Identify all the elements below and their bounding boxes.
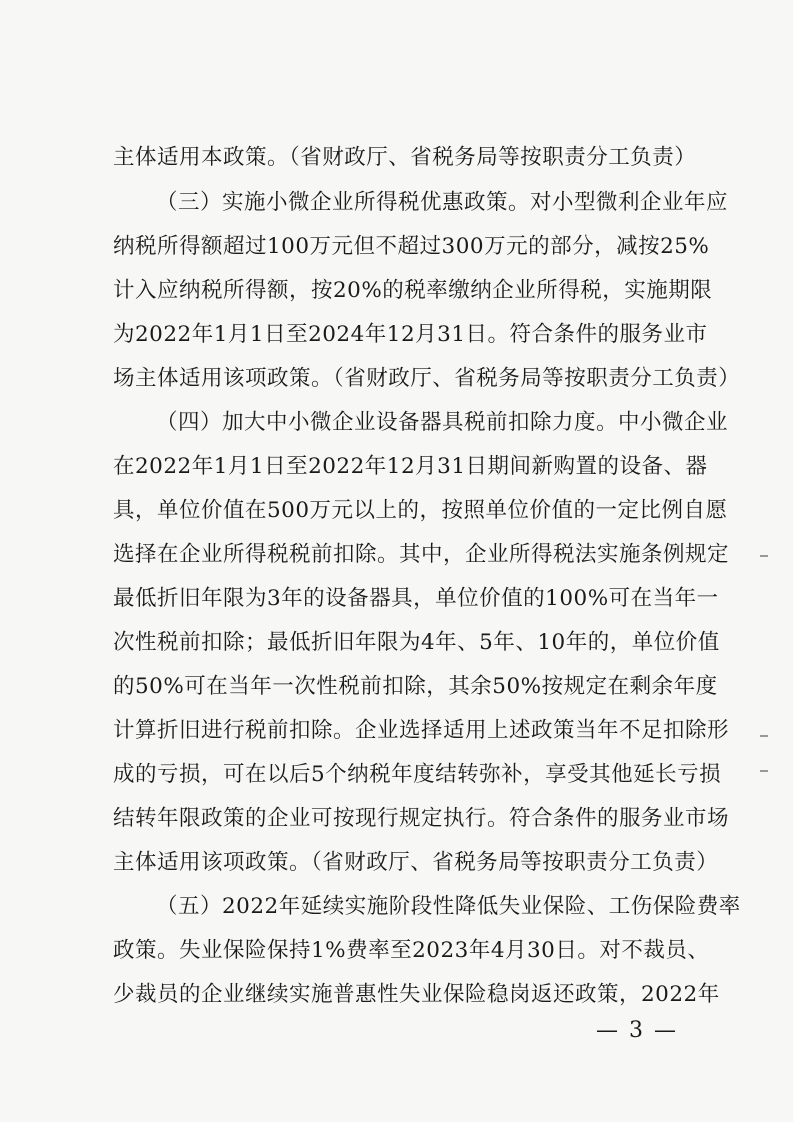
text-line: 次性税前扣除；最低折旧年限为4年、5年、10年的，单位价值 [113,630,720,655]
text-line: 政策。失业保险保持1%费率至2023年4月30日。对不裁员、 [113,938,710,963]
text-line: 选择在企业所得税税前扣除。其中，企业所得税法实施条例规定 [113,542,730,567]
margin-mark [760,735,768,737]
text-line: 纳税所得额超过100万元但不超过300万元的部分，减按25% [113,234,710,259]
margin-mark [760,770,768,772]
text-line: （三）实施小微企业所得税优惠政策。对小型微利企业年应 [156,190,729,215]
text-line: 计入应纳税所得额，按20%的税率缴纳企业所得税，实施期限 [113,278,713,303]
text-line: 具，单位价值在500万元以上的，按照单位价值的一定比例自愿 [113,498,728,523]
text-line: 在2022年1月1日至2022年12月31日期间新购置的设备、器 [113,454,708,479]
text-line: 主体适用本政策。（省财政厅、省税务局等按职责分工负责） [113,145,697,170]
text-line: 结转年限政策的企业可按现行规定执行。符合条件的服务业市场 [113,806,730,831]
text-line: 最低折旧年限为3年的设备器具，单位价值的100%可在当年一 [113,586,719,611]
margin-mark [760,555,768,557]
page-number: — 3 — [596,1018,678,1043]
text-line: 为2022年1月1日至2024年12月31日。符合条件的服务业市 [113,322,708,347]
text-line: 主体适用该项政策。（省财政厅、省税务局等按职责分工负责） [113,850,719,875]
text-line: 少裁员的企业继续实施普惠性失业保险稳岗返还政策，2022年 [113,982,720,1007]
text-line: （五）2022年延续实施阶段性降低失业保险、工伤保险费率 [156,894,741,919]
text-line: 的50%可在当年一次性税前扣除，其余50%按规定在剩余年度 [113,674,718,699]
text-line: 场主体适用该项政策。（省财政厅、省税务局等按职责分工负责） [113,366,741,391]
text-line: 计算折旧进行税前扣除。企业选择适用上述政策当年不足扣除形 [113,718,730,743]
text-line: 成的亏损，可在以后5个纳税年度结转弥补，享受其他延长亏损 [113,762,722,787]
text-line: （四）加大中小微企业设备器具税前扣除力度。中小微企业 [156,410,729,435]
